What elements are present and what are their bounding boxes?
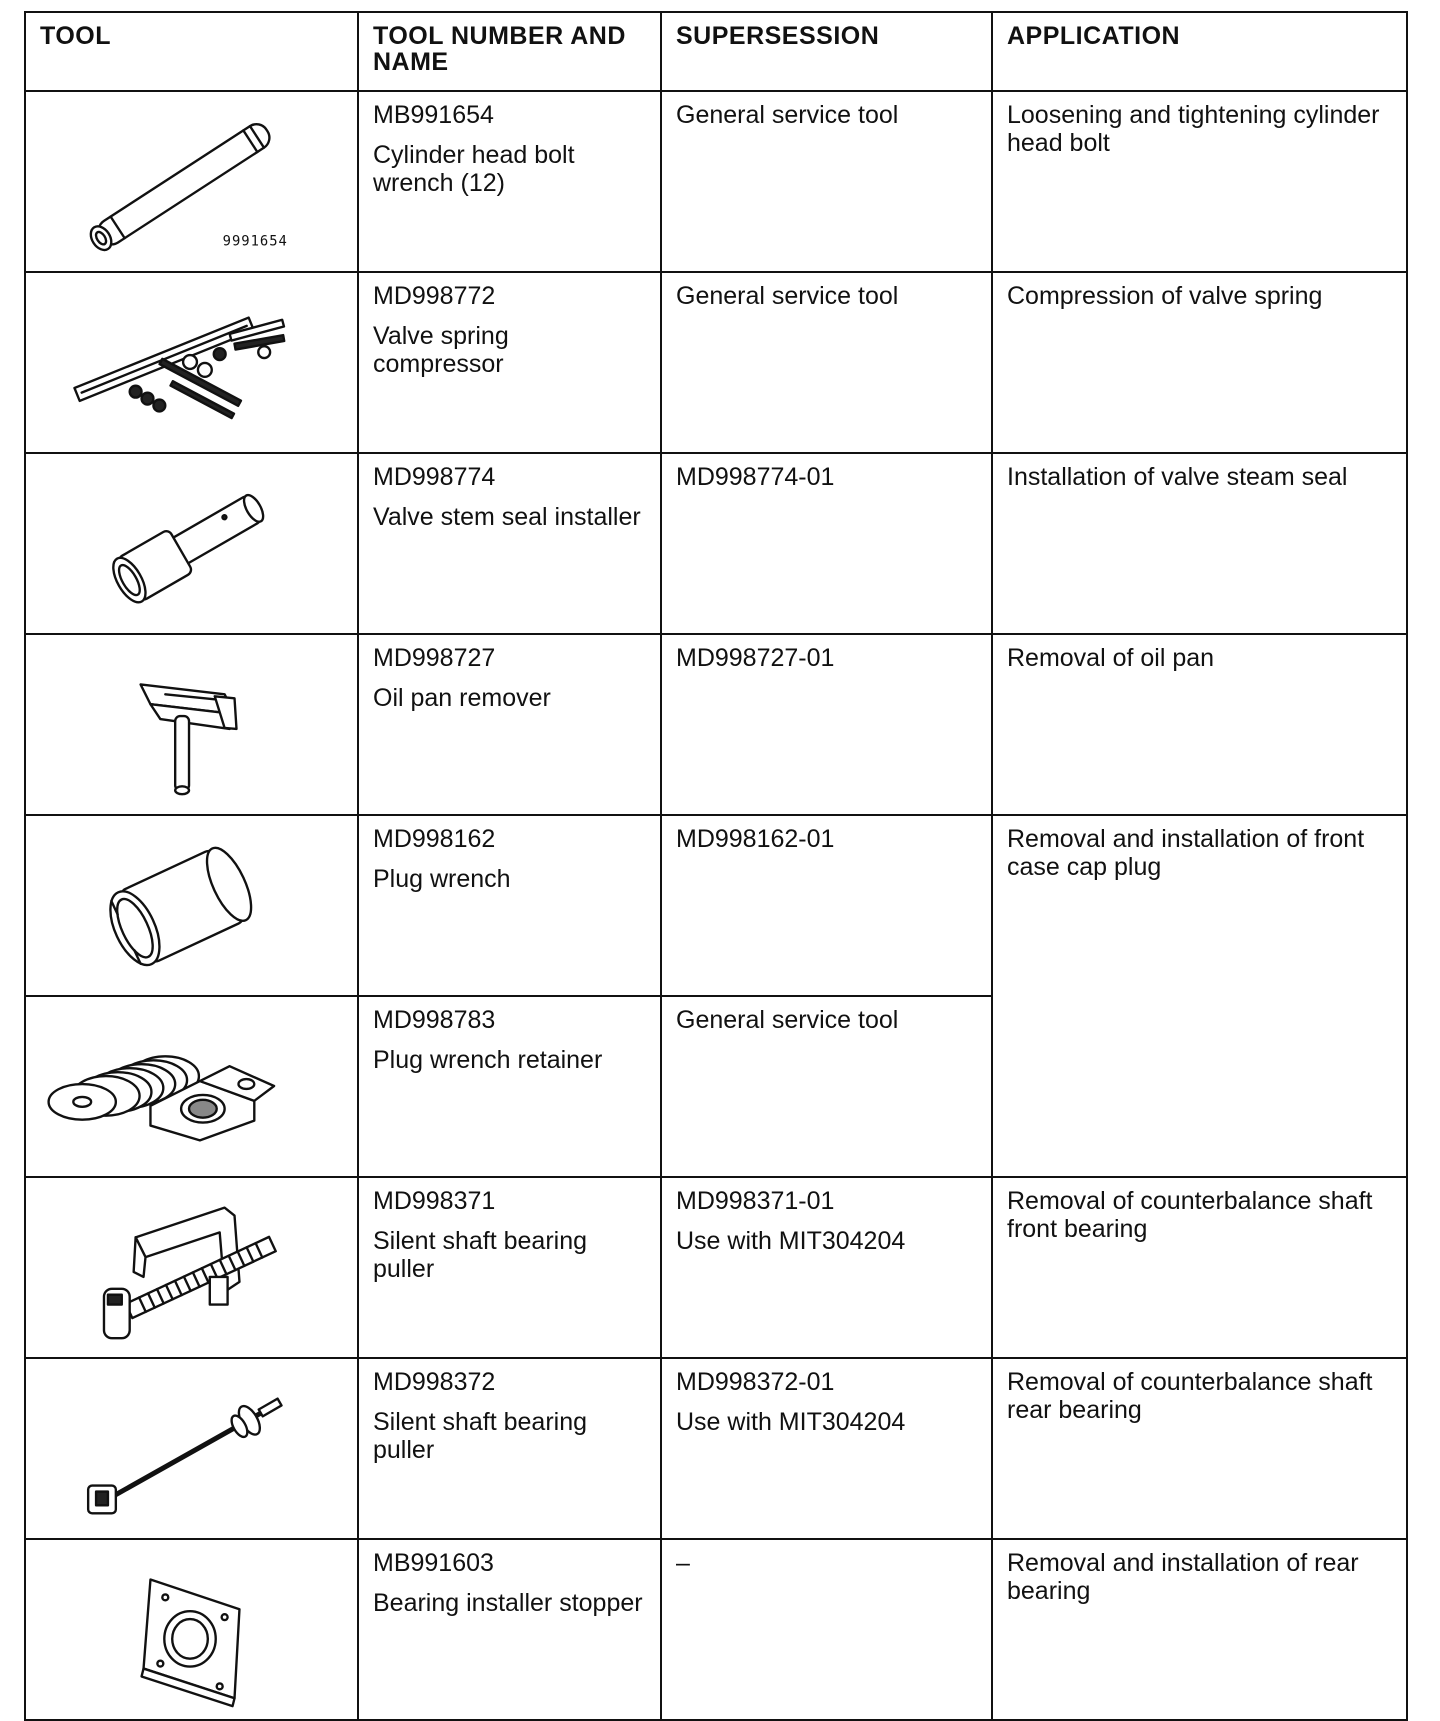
plug-wrench-icon: [26, 816, 357, 995]
table-row: [25, 1177, 1407, 1358]
supersession-text: General service tool: [676, 1006, 899, 1034]
tool-number: MD998727: [373, 644, 496, 672]
table-row: [25, 453, 1407, 634]
tool-number: MD998772: [373, 282, 496, 310]
supersession-note: Use with MIT304204: [676, 1408, 906, 1436]
application-cell: Removal of oil pan: [992, 634, 1407, 815]
special-tools-table: [24, 11, 1408, 1721]
tool-illustration-cell: [25, 1358, 358, 1539]
supersession-cell: [661, 996, 992, 1177]
application-cell: Removal of counterbalance shaft rear bearing: [992, 1358, 1407, 1539]
supersession-text: MD998372-01: [676, 1368, 835, 1396]
tool-number: MD998372: [373, 1368, 496, 1396]
tool-illustration-cell: [25, 91, 358, 272]
tool-name: Bearing installer stopper: [373, 1589, 643, 1617]
tool-number: MB991603: [373, 1549, 494, 1577]
application-cell: Installation of valve steam seal: [992, 453, 1407, 634]
supersession-text: General service tool: [676, 282, 899, 310]
supersession-cell: [661, 1539, 992, 1720]
supersession-text: –: [676, 1549, 690, 1577]
tool-number-and-name-cell: [358, 1177, 661, 1358]
tool-number-and-name-cell: [358, 1539, 661, 1720]
table-row: [25, 1358, 1407, 1539]
application-cell: Compression of valve spring: [992, 272, 1407, 453]
tool-illustration-cell: [25, 1177, 358, 1358]
table-row: [25, 1539, 1407, 1720]
tool-number-and-name-cell: [358, 91, 661, 272]
tool-name: Plug wrench: [373, 865, 511, 893]
plug-wrench-retainer-icon: [26, 997, 357, 1176]
header-supersession: SUPERSESSION: [661, 12, 992, 91]
header-tool-number-and-name: TOOL NUMBER AND NAME: [358, 12, 661, 91]
tool-illustration-cell: [25, 996, 358, 1177]
silent-shaft-bearing-puller-rear-icon: [26, 1359, 357, 1538]
application-cell: Loosening and tightening cylinder head bolt: [992, 91, 1407, 272]
table-row: [25, 634, 1407, 815]
tool-number-and-name-cell: [358, 272, 661, 453]
supersession-text: MD998727-01: [676, 644, 835, 672]
cylinder-head-bolt-wrench-icon: [26, 92, 357, 271]
supersession-text: MD998162-01: [676, 825, 835, 853]
tool-number-and-name-cell: [358, 634, 661, 815]
silent-shaft-bearing-puller-front-icon: [26, 1178, 357, 1357]
valve-spring-compressor-icon: [26, 273, 357, 452]
table-row: [25, 91, 1407, 272]
tool-number-and-name-cell: [358, 815, 661, 996]
tool-number-and-name-cell: [358, 453, 661, 634]
tool-illustration-label: 9991654: [222, 233, 288, 250]
header-application: APPLICATION: [992, 12, 1407, 91]
supersession-cell: [661, 272, 992, 453]
tool-number: MD998162: [373, 825, 496, 853]
table-row: [25, 815, 1407, 996]
tool-name: Valve spring compressor: [373, 322, 509, 378]
tool-name: Valve stem seal installer: [373, 503, 641, 531]
oil-pan-remover-icon: [26, 635, 357, 814]
tool-name: Silent shaft bearing puller: [373, 1227, 588, 1283]
header-tool: TOOL: [25, 12, 358, 91]
tool-illustration-cell: [25, 272, 358, 453]
tool-number: MD998371: [373, 1187, 496, 1215]
tool-name: Silent shaft bearing puller: [373, 1408, 588, 1464]
tool-number-and-name-cell: [358, 1358, 661, 1539]
supersession-text: MD998774-01: [676, 463, 835, 491]
supersession-cell: [661, 634, 992, 815]
application-cell: Removal and installation of rear bearing: [992, 1539, 1407, 1720]
tool-illustration-cell: [25, 1539, 358, 1720]
tool-number: MB991654: [373, 101, 494, 129]
valve-stem-seal-installer-icon: [26, 454, 357, 633]
tool-name: Oil pan remover: [373, 684, 551, 712]
bearing-installer-stopper-icon: [26, 1540, 357, 1719]
application-cell: Removal of counterbalance shaft front bearing: [992, 1177, 1407, 1358]
tool-illustration-cell: [25, 815, 358, 996]
supersession-cell: [661, 91, 992, 272]
tool-illustration-cell: [25, 634, 358, 815]
supersession-note: Use with MIT304204: [676, 1227, 906, 1255]
supersession-text: General service tool: [676, 101, 899, 129]
supersession-text: MD998371-01: [676, 1187, 835, 1215]
tool-number: MD998783: [373, 1006, 496, 1034]
table-row: [25, 272, 1407, 453]
tool-name: Cylinder head bolt wrench (12): [373, 141, 575, 197]
supersession-cell: [661, 1358, 992, 1539]
tool-number-and-name-cell: [358, 996, 661, 1177]
tool-name: Plug wrench retainer: [373, 1046, 603, 1074]
application-cell: Removal and installation of front case cap plug: [992, 815, 1407, 1177]
supersession-cell: [661, 1177, 992, 1358]
tool-illustration-cell: [25, 453, 358, 634]
supersession-cell: [661, 453, 992, 634]
supersession-cell: [661, 815, 992, 996]
table-header-row: [25, 12, 1407, 91]
tool-number: MD998774: [373, 463, 496, 491]
